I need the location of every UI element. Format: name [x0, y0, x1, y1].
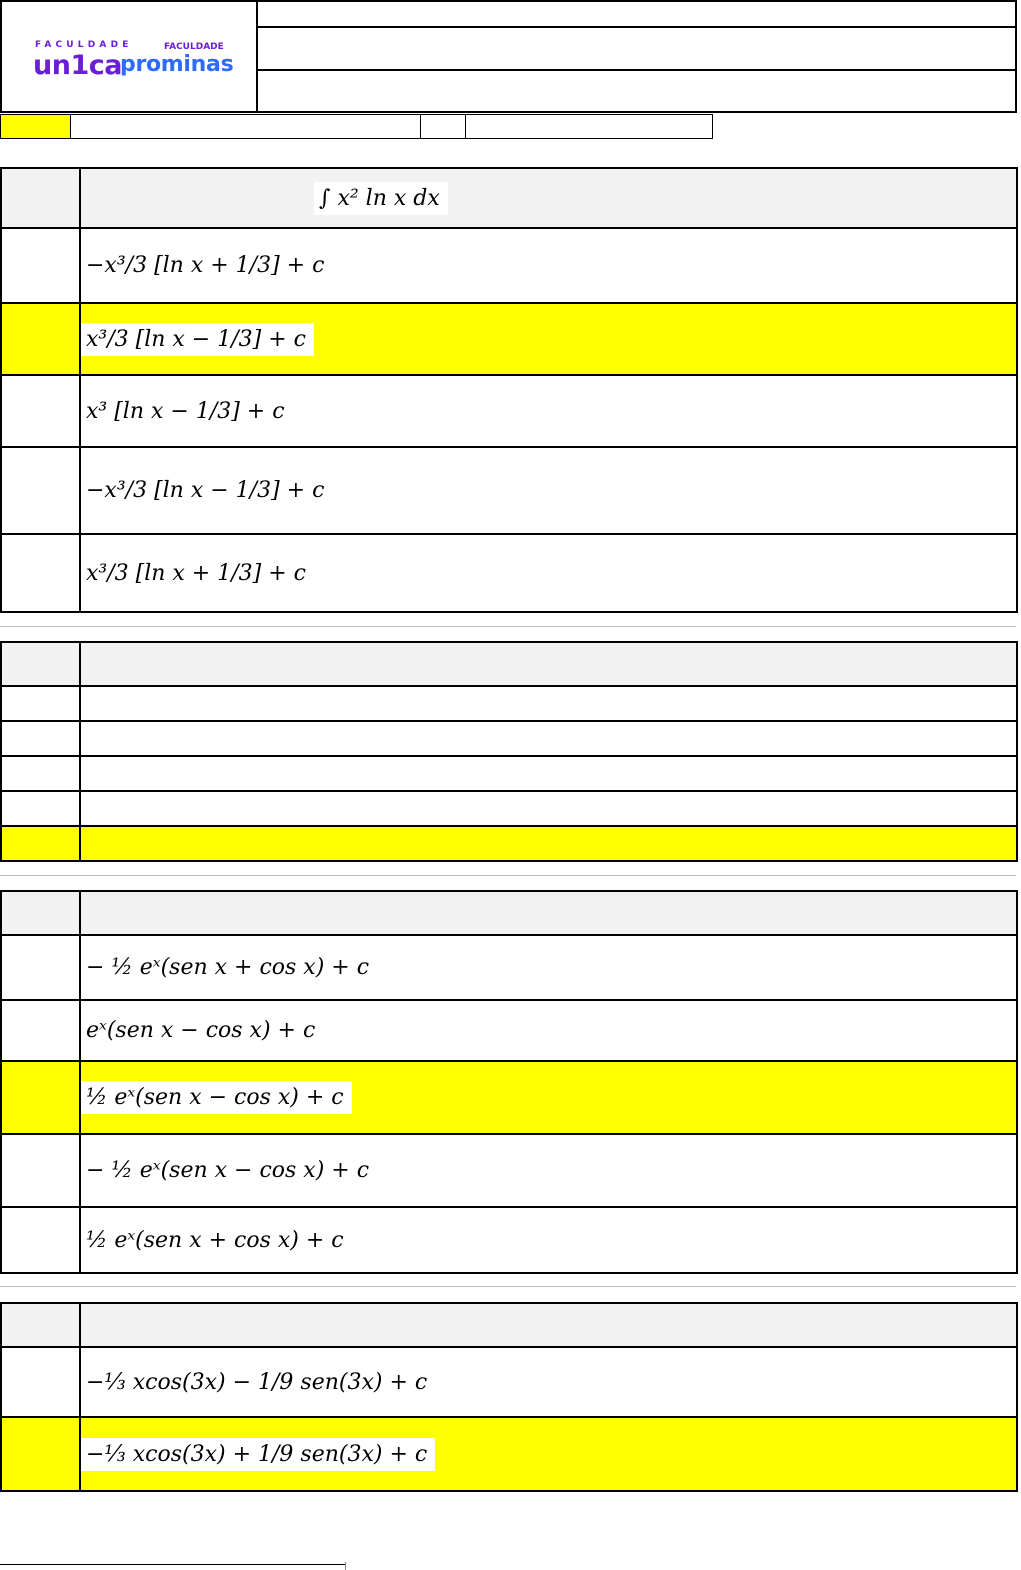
question-table [0, 641, 1018, 862]
answer-text: − ½ eˣ(sen x − cos x) + c [86, 1158, 370, 1183]
answer-cell[interactable] [80, 721, 1017, 756]
answer-cell[interactable] [80, 1134, 1017, 1207]
info-cell [465, 114, 713, 139]
question-header-row [1, 642, 1017, 686]
answer-cell[interactable] [80, 228, 1017, 303]
answer-letter-cell[interactable] [1, 935, 80, 1000]
answer-text: x³/3 [ln x + 1/3] + c [86, 560, 306, 586]
document-header [0, 0, 1017, 113]
answer-text: ½ eˣ(sen x − cos x) + c [81, 1081, 352, 1114]
answer-row [1, 228, 1017, 303]
question-number-cell [1, 891, 80, 935]
answer-text: x³/3 [ln x − 1/3] + c [81, 323, 314, 356]
question-separator [0, 1286, 1016, 1287]
logo-prominas-caption: FACULDADE [164, 42, 224, 52]
info-cell [420, 114, 466, 139]
answer-letter-cell[interactable] [1, 1000, 80, 1061]
answer-row [1, 447, 1017, 534]
answer-row [1, 791, 1017, 826]
answer-letter-cell[interactable] [1, 721, 80, 756]
answer-letter-cell[interactable] [1, 1061, 80, 1134]
answer-row [1, 534, 1017, 612]
answer-letter-cell[interactable] [1, 756, 80, 791]
answer-row-highlighted [1, 826, 1017, 861]
answer-cell[interactable] [80, 1000, 1017, 1061]
answer-cell[interactable] [80, 1061, 1017, 1134]
question-prompt-cell [80, 891, 1017, 935]
answer-text: −⅓ xcos(3x) + 1/9 sen(3x) + c [81, 1438, 435, 1471]
answer-row [1, 1000, 1017, 1061]
answer-letter-cell[interactable] [1, 1207, 80, 1273]
question-separator [0, 875, 1016, 876]
answer-text: ½ eˣ(sen x + cos x) + c [86, 1227, 344, 1253]
answer-letter-cell[interactable] [1, 1417, 80, 1491]
answer-row [1, 1347, 1017, 1417]
answer-row-highlighted [1, 1417, 1017, 1491]
answer-text: −x³/3 [ln x + 1/3] + c [86, 253, 325, 278]
answer-text: − ½ eˣ(sen x + cos x) + c [86, 955, 370, 980]
question-prompt-cell [80, 1303, 1017, 1347]
answer-cell[interactable] [80, 1417, 1017, 1491]
answer-letter-cell[interactable] [1, 447, 80, 534]
logo-area [2, 2, 258, 113]
answer-cell[interactable] [80, 756, 1017, 791]
question-separator [0, 626, 1016, 627]
answer-letter-cell[interactable] [1, 228, 80, 303]
question-table [0, 167, 1018, 613]
answer-cell[interactable] [80, 534, 1017, 612]
question-number-cell [1, 168, 80, 228]
logo-unica-caption: FACULDADE [35, 40, 133, 50]
question-prompt: ∫ x² ln x dx [314, 182, 448, 215]
question-prompt-cell [80, 642, 1017, 686]
answer-cell[interactable] [80, 826, 1017, 861]
answer-row [1, 686, 1017, 721]
answer-letter-cell[interactable] [1, 826, 80, 861]
answer-cell[interactable] [80, 1207, 1017, 1273]
header-divider [258, 26, 1015, 28]
answer-row [1, 1134, 1017, 1207]
answer-cell[interactable] [80, 791, 1017, 826]
answer-letter-cell[interactable] [1, 375, 80, 447]
question-header-row [1, 1303, 1017, 1347]
info-cell-highlight [0, 114, 71, 139]
answer-row [1, 756, 1017, 791]
question-header-row [1, 891, 1017, 935]
question-header-row [1, 168, 1017, 228]
answer-row [1, 375, 1017, 447]
answer-cell[interactable] [80, 935, 1017, 1000]
answer-row [1, 935, 1017, 1000]
answer-text: x³ [ln x − 1/3] + c [86, 398, 285, 424]
question-number-cell [1, 642, 80, 686]
answer-text: −⅓ xcos(3x) − 1/9 sen(3x) + c [86, 1369, 428, 1395]
info-cell [70, 114, 421, 139]
answer-letter-cell[interactable] [1, 686, 80, 721]
logo-prominas: prominas [120, 52, 234, 77]
answer-cell[interactable] [80, 447, 1017, 534]
answer-cell[interactable] [80, 303, 1017, 375]
answer-row [1, 1207, 1017, 1273]
answer-cell[interactable] [80, 1347, 1017, 1417]
question-table [0, 890, 1018, 1274]
answer-letter-cell[interactable] [1, 1134, 80, 1207]
answer-letter-cell[interactable] [1, 534, 80, 612]
answer-row-highlighted [1, 1061, 1017, 1134]
logo-unica: un1ca [33, 50, 122, 81]
answer-letter-cell[interactable] [1, 791, 80, 826]
question-number-cell [1, 1303, 80, 1347]
footer-tick [345, 1562, 346, 1570]
answer-letter-cell[interactable] [1, 1347, 80, 1417]
footer-rule [0, 1564, 345, 1565]
question-table [0, 1302, 1018, 1492]
answer-cell[interactable] [80, 686, 1017, 721]
question-prompt-cell [80, 168, 1017, 228]
answer-cell[interactable] [80, 375, 1017, 447]
header-divider [258, 69, 1015, 71]
answer-text: −x³/3 [ln x − 1/3] + c [86, 478, 325, 503]
answer-row-highlighted [1, 303, 1017, 375]
answer-row [1, 721, 1017, 756]
answer-letter-cell[interactable] [1, 303, 80, 375]
answer-text: eˣ(sen x − cos x) + c [86, 1018, 316, 1043]
